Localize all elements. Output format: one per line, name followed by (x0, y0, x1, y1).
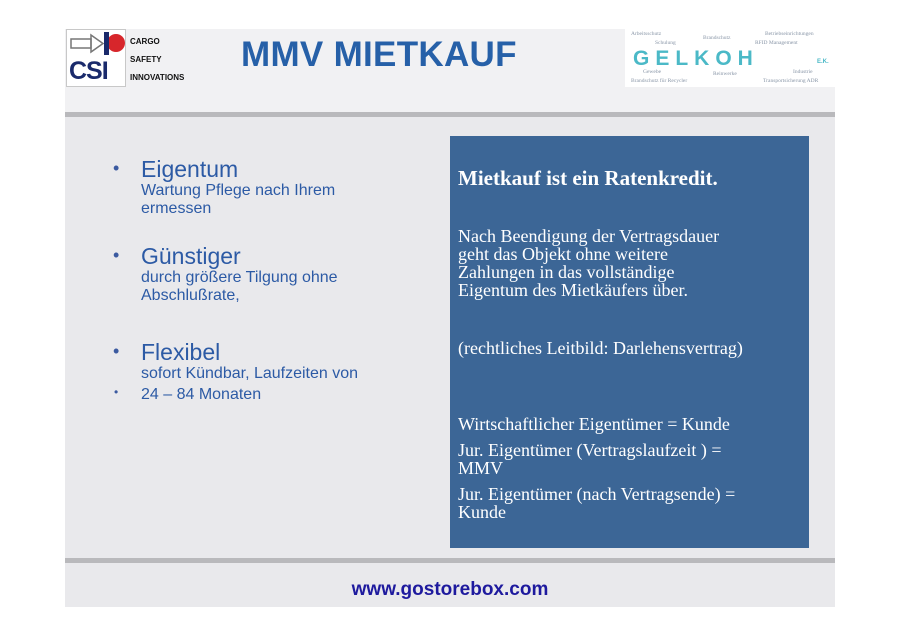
bullet-line: 24 – 84 Monaten (141, 386, 262, 403)
info-box-line: MMV (458, 458, 504, 478)
bullet-dot-icon: • (113, 158, 120, 178)
logo-line: SAFETY (130, 55, 162, 64)
bullet-heading: Günstiger (141, 243, 241, 269)
gelkoh-word: Arbeitsschutz (631, 31, 662, 37)
footer-url: www.gostorebox.com (351, 579, 549, 600)
gelkoh-word: Brandschutz (703, 35, 731, 41)
info-box-line: Zahlungen in das vollständige (458, 262, 675, 282)
arrow-logo-icon (67, 30, 125, 60)
info-box-line: Wirtschaftlicher Eigentümer = Kunde (458, 414, 730, 434)
info-box-line: geht das Objekt ohne weitere (458, 244, 668, 264)
footer-divider (65, 558, 835, 563)
gelkoh-word: Betriebseinrichtungen (765, 31, 814, 37)
gelkoh-logo (625, 29, 835, 87)
bullet-line: Wartung Pflege nach Ihrem (141, 182, 336, 199)
gelkoh-word: RFID Management (755, 40, 798, 46)
header-divider (65, 112, 835, 117)
bullet-heading: Flexibel (141, 339, 221, 365)
gelkoh-word: Gewebe (643, 69, 662, 75)
bullet-dot-icon: • (114, 385, 119, 399)
header (65, 29, 835, 112)
info-box-line: Jur. Eigentümer (nach Vertragsende) = (458, 484, 736, 504)
bullet-line: sofort Kündbar, Laufzeiten von (141, 365, 359, 382)
csi-logo-text: CSI (69, 57, 108, 85)
gelkoh-suffix: E.K. (817, 59, 829, 65)
info-box-legal: (rechtliches Leitbild: Darlehensvertrag) (458, 338, 743, 358)
bullet-dot-icon: • (113, 245, 120, 265)
bullet-dot-icon: • (113, 341, 120, 361)
csi-logo (66, 29, 126, 87)
info-box-line: Kunde (458, 502, 506, 522)
page-title: MMV MIETKAUF (241, 35, 517, 74)
bullet-line: Abschlußrate, (141, 287, 240, 304)
gelkoh-word: Schulung (655, 40, 676, 46)
logo-line: CARGO (130, 37, 160, 46)
bullet-line: durch größere Tilgung ohne (141, 269, 338, 286)
info-box-line: Eigentum des Mietkäufers über. (458, 280, 688, 300)
slide (65, 29, 835, 607)
info-box-title: Mietkauf ist ein Ratenkredit. (458, 166, 718, 190)
gelkoh-word: Brandschutz für Recycler (631, 78, 688, 84)
logo-line: INNOVATIONS (130, 73, 185, 82)
gelkoh-word: Reinwerke (713, 71, 737, 77)
info-box-line: Jur. Eigentümer (Vertragslaufzeit ) = (458, 440, 722, 460)
gelkoh-name: GELKOH (633, 47, 759, 70)
bullet-heading: Eigentum (141, 156, 239, 182)
info-box (450, 136, 809, 548)
info-box-line: Nach Beendigung der Vertragsdauer (458, 226, 720, 246)
gelkoh-word: Industrie (793, 69, 813, 75)
gelkoh-word: Transportsicherung ADR (763, 78, 819, 84)
bullet-line: ermessen (141, 200, 212, 217)
logo-tagline (130, 33, 184, 87)
